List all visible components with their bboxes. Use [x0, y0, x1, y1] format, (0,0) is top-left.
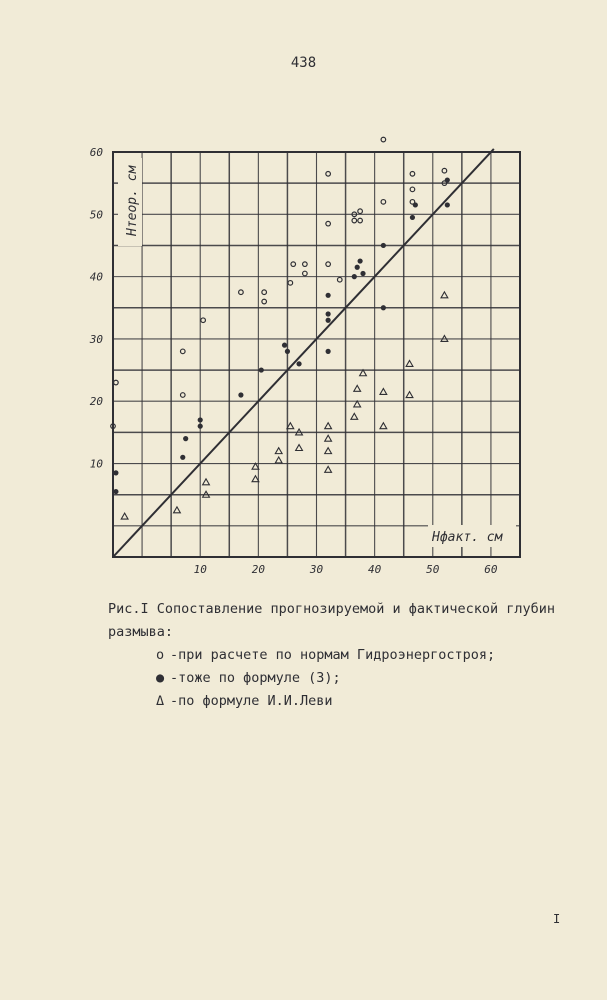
- point-filled-circle: [326, 311, 331, 316]
- point-filled-circle: [238, 392, 243, 397]
- legend-symbol-triangle: Δ: [156, 693, 165, 709]
- point-filled-circle: [358, 258, 363, 263]
- point-filled-circle: [180, 455, 185, 460]
- point-filled-circle: [326, 293, 331, 298]
- page-number: 438: [290, 55, 317, 71]
- legend-item-triangle: [156, 690, 555, 713]
- point-open-circle: [358, 218, 363, 223]
- point-open-circle: [288, 281, 293, 286]
- point-open-circle: [410, 172, 415, 177]
- data-points: [111, 137, 450, 519]
- y-tick-label: 40: [89, 270, 103, 284]
- point-filled-circle: [285, 349, 290, 354]
- y-tick-label: 10: [89, 457, 103, 471]
- point-open-circle: [326, 262, 331, 267]
- point-open-circle: [358, 209, 363, 214]
- point-filled-circle: [352, 274, 357, 279]
- reference-line-y-equals-x: [113, 149, 494, 557]
- point-open-circle: [326, 221, 331, 226]
- caption-title-continued: размыва:: [108, 624, 174, 640]
- point-triangle: [203, 479, 210, 485]
- point-triangle: [325, 435, 332, 441]
- point-filled-circle: [198, 424, 203, 429]
- x-tick-label: 30: [309, 563, 324, 576]
- y-tick-label: 30: [89, 332, 103, 346]
- point-open-circle: [291, 262, 296, 267]
- point-triangle: [354, 401, 361, 407]
- point-triangle: [380, 388, 387, 394]
- point-filled-circle: [282, 343, 287, 348]
- point-triangle: [174, 507, 181, 513]
- point-open-circle: [303, 271, 308, 276]
- figure-caption: [108, 598, 555, 713]
- point-triangle: [406, 360, 413, 366]
- grid: [113, 152, 520, 557]
- y-tick-label: 60: [89, 146, 103, 159]
- point-filled-circle: [445, 202, 450, 207]
- y-axis-label: Hтеор. см: [125, 165, 140, 236]
- point-open-circle: [201, 318, 206, 323]
- point-filled-circle: [198, 417, 203, 422]
- point-triangle: [441, 292, 448, 298]
- point-open-circle: [410, 187, 415, 192]
- point-triangle: [275, 448, 282, 454]
- point-filled-circle: [381, 243, 386, 248]
- point-triangle: [325, 466, 332, 472]
- point-filled-circle: [413, 202, 418, 207]
- point-triangle: [351, 413, 358, 419]
- point-filled-circle: [445, 177, 450, 182]
- point-filled-circle: [326, 349, 331, 354]
- point-triangle: [406, 392, 413, 398]
- x-axis-label: Hфакт. см: [432, 530, 503, 545]
- point-triangle: [121, 513, 128, 519]
- x-tick-label: 10: [193, 563, 207, 576]
- point-triangle: [380, 423, 387, 429]
- legend-item-open-circle: [156, 644, 555, 667]
- point-triangle: [275, 457, 282, 463]
- point-triangle: [296, 445, 303, 451]
- point-triangle: [325, 423, 332, 429]
- point-open-circle: [381, 137, 386, 142]
- y-tick-label: 50: [89, 208, 103, 222]
- point-open-circle: [239, 290, 244, 295]
- legend-symbol-open-circle: o: [156, 647, 165, 663]
- x-tick-label: 20: [251, 563, 265, 576]
- point-open-circle: [262, 290, 267, 295]
- legend-text-filled-circle: -тоже по формуле (3);: [170, 670, 341, 686]
- point-open-circle: [381, 200, 386, 205]
- legend-symbol-filled-circle: ●: [156, 670, 165, 686]
- y-tick-label: 20: [89, 395, 103, 409]
- point-open-circle: [180, 393, 185, 398]
- point-filled-circle: [113, 470, 118, 475]
- point-open-circle: [337, 277, 342, 282]
- point-open-circle: [442, 168, 447, 173]
- legend-text-open-circle: -при расчете по нормам Гидроэнергостроя;: [170, 647, 496, 663]
- point-filled-circle: [259, 367, 264, 372]
- point-filled-circle: [296, 361, 301, 366]
- x-tick-label: 60: [484, 563, 498, 576]
- point-open-circle: [262, 299, 267, 304]
- point-open-circle: [326, 172, 331, 177]
- caption-title: Рис.I Сопоставление прогнозируемой и фактической глубин: [108, 601, 556, 617]
- point-filled-circle: [113, 489, 118, 494]
- legend-text-triangle: -по формуле И.И.Леви: [170, 693, 333, 709]
- point-filled-circle: [381, 305, 386, 310]
- legend: [156, 644, 555, 713]
- point-open-circle: [114, 380, 119, 385]
- point-filled-circle: [360, 271, 365, 276]
- point-triangle: [325, 448, 332, 454]
- corner-mark: I: [553, 912, 561, 926]
- point-open-circle: [352, 218, 357, 223]
- x-tick-label: 40: [368, 563, 382, 576]
- point-filled-circle: [326, 318, 331, 323]
- point-filled-circle: [355, 265, 360, 270]
- point-triangle: [354, 385, 361, 391]
- legend-item-filled-circle: [156, 667, 555, 690]
- x-tick-label: 50: [426, 563, 440, 576]
- point-filled-circle: [183, 436, 188, 441]
- point-open-circle: [303, 262, 308, 267]
- point-filled-circle: [410, 215, 415, 220]
- point-open-circle: [180, 349, 185, 354]
